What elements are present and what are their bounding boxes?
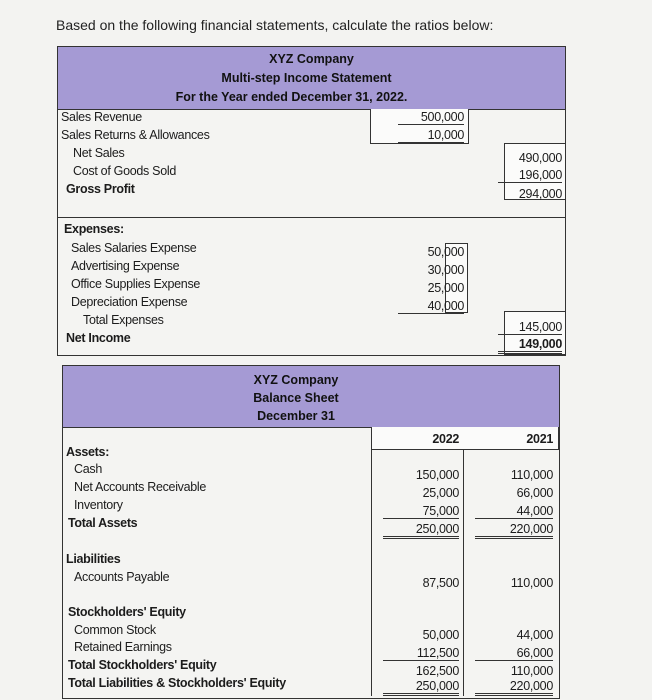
expense-advertising-value: 30,000: [427, 263, 464, 277]
accounts-payable-label: Accounts Payable: [74, 570, 170, 584]
net-income-label: Net Income: [66, 331, 131, 345]
sales-returns-value: 10,000: [398, 128, 464, 143]
income-statement-title: Multi-step Income Statement: [221, 71, 392, 85]
total-expenses-label: Total Expenses: [83, 313, 164, 327]
liabilities-heading: Liabilities: [66, 552, 121, 566]
total-assets-2021: 220,000: [475, 522, 553, 539]
sales-revenue-label: Sales Revenue: [61, 110, 142, 124]
expense-depreciation-value: 40,000: [398, 299, 464, 314]
common-stock-2021: 44,000: [516, 628, 553, 642]
gross-profit-value: 294,000: [518, 187, 562, 201]
accounts-payable-2022: 87,500: [422, 576, 459, 590]
balance-statement-title: Balance Sheet: [253, 391, 339, 405]
balance-company-name: XYZ Company: [253, 373, 339, 387]
net-sales-label: Net Sales: [73, 146, 125, 160]
income-period: For the Year ended December 31, 2022.: [175, 90, 408, 104]
net-sales-value: 490,000: [518, 151, 562, 165]
expense-sales-salaries-label: Sales Salaries Expense: [71, 241, 197, 255]
asset-inventory-2021: 44,000: [475, 504, 553, 519]
asset-receivable-2021: 66,000: [516, 486, 553, 500]
cogs-label: Cost of Goods Sold: [73, 164, 176, 178]
total-equity-label: Total Stockholders' Equity: [68, 658, 217, 672]
asset-inventory-2022: 75,000: [383, 504, 459, 519]
total-liab-equity-2021: 220,000: [475, 679, 553, 696]
balance-col-divider: [463, 449, 464, 696]
retained-earnings-label: Retained Earnings: [74, 640, 172, 654]
common-stock-2022: 50,000: [422, 628, 459, 642]
net-income-value: 149,000: [498, 337, 562, 354]
assets-heading: Assets:: [66, 445, 110, 459]
expense-office-supplies-label: Office Supplies Expense: [71, 277, 201, 291]
asset-cash-label: Cash: [74, 462, 102, 476]
expense-office-supplies-value: 25,000: [427, 281, 464, 295]
asset-receivable-label: Net Accounts Receivable: [74, 480, 207, 494]
total-equity-2022: 162,500: [415, 664, 459, 678]
cogs-value: 196,000: [498, 168, 562, 183]
expense-sales-salaries-value: 50,000: [427, 245, 464, 259]
income-separator: [58, 217, 565, 218]
col-2022-header: 2022: [432, 432, 459, 446]
sales-revenue-value: 500,000: [398, 110, 464, 125]
equity-heading: Stockholders' Equity: [68, 605, 186, 619]
asset-receivable-2022: 25,000: [422, 486, 459, 500]
asset-cash-2021: 110,000: [510, 468, 553, 482]
expense-depreciation-label: Depreciation Expense: [71, 295, 188, 309]
accounts-payable-2021: 110,000: [510, 576, 553, 590]
asset-cash-2022: 150,000: [415, 468, 459, 482]
balance-sheet-header: [63, 366, 559, 428]
balance-sheet-table: [62, 365, 560, 699]
col-2021-header: 2021: [526, 432, 553, 446]
total-liab-equity-2022: 250,000: [383, 679, 459, 696]
income-statement-table: [57, 46, 566, 356]
sales-returns-label: Sales Returns & Allowances: [61, 128, 210, 142]
common-stock-label: Common Stock: [74, 623, 156, 637]
income-statement-header: [58, 47, 565, 110]
balance-date: December 31: [257, 409, 335, 423]
retained-earnings-2022: 112,500: [383, 646, 459, 661]
question-prompt: Based on the following financial statements, calculate the ratios below:: [56, 17, 494, 33]
total-expenses-value: 145,000: [498, 320, 562, 335]
gross-profit-label: Gross Profit: [66, 182, 135, 196]
expense-advertising-label: Advertising Expense: [71, 259, 180, 273]
expenses-heading: Expenses:: [64, 222, 124, 236]
income-company-name: XYZ Company: [269, 52, 354, 66]
total-equity-2021: 110,000: [510, 664, 553, 678]
total-assets-2022: 250,000: [383, 522, 459, 539]
retained-earnings-2021: 66,000: [475, 646, 553, 661]
total-liab-equity-label: Total Liabilities & Stockholders' Equity: [68, 676, 286, 690]
balance-col-divider-left: [371, 449, 372, 696]
asset-inventory-label: Inventory: [74, 498, 123, 512]
total-assets-label: Total Assets: [68, 516, 138, 530]
